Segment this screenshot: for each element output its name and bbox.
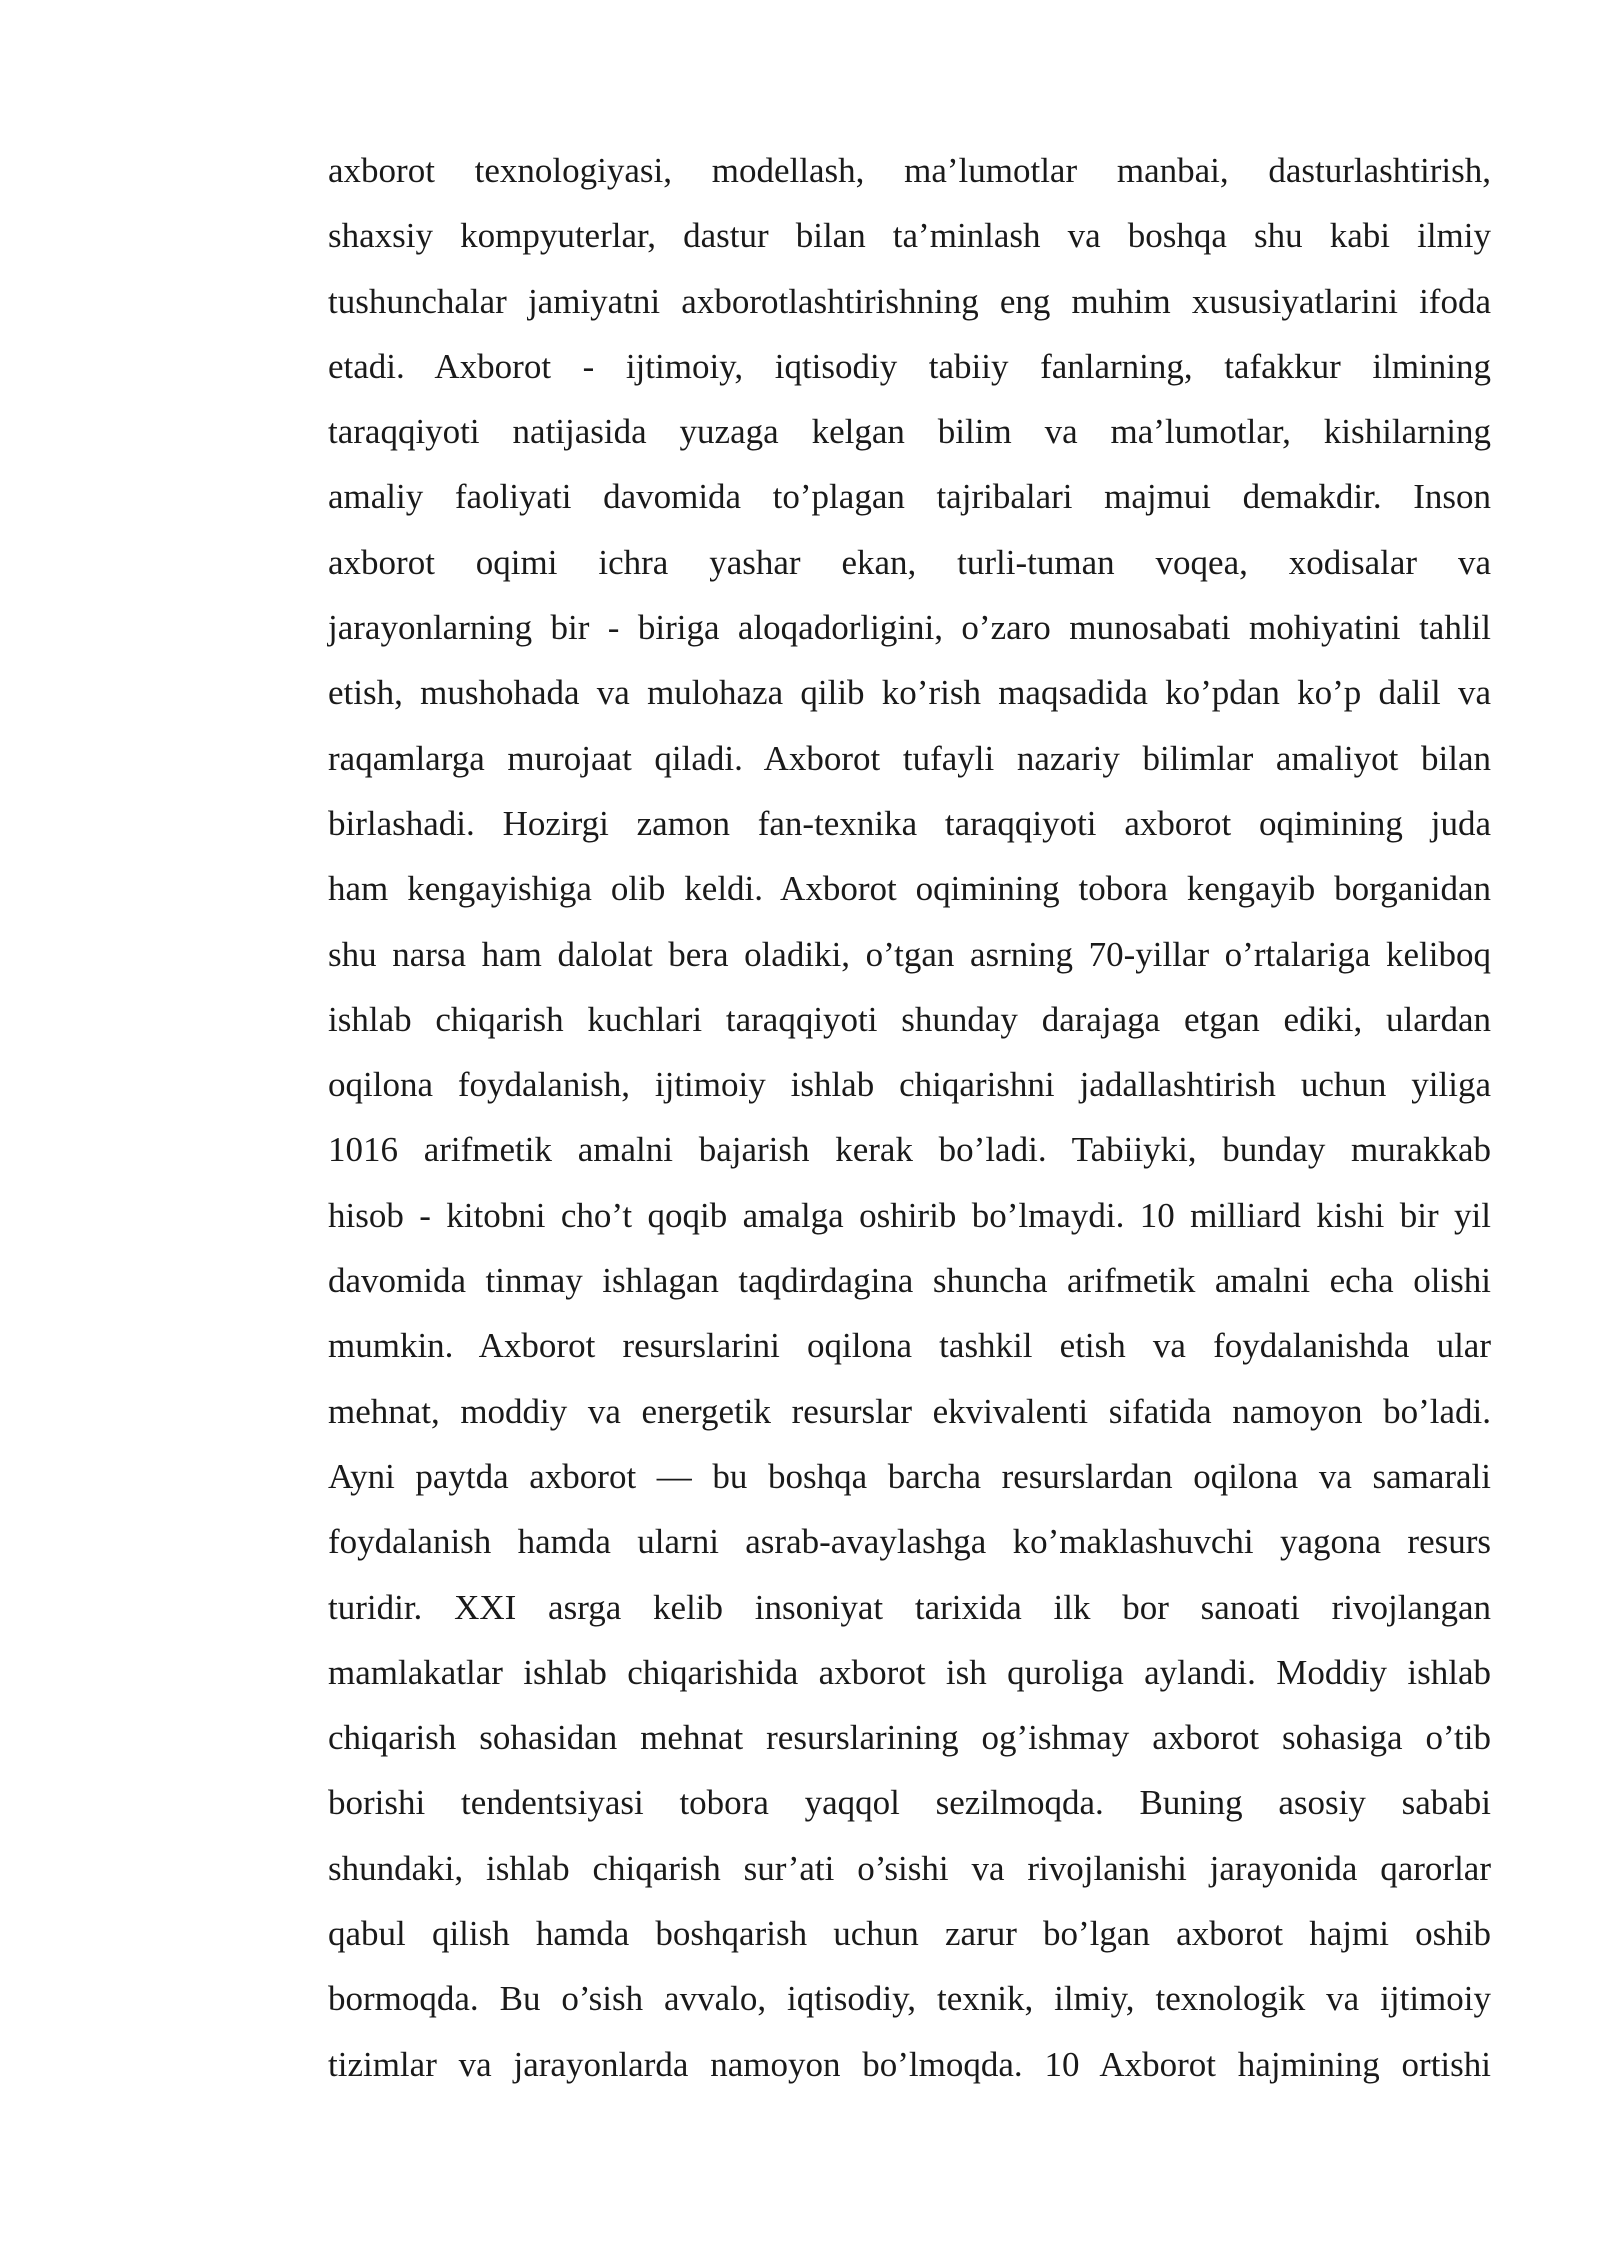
text-line: borishi tendentsiyasi tobora yaqqol sezilmoqda. Buning asosiy sababi xyxy=(328,1783,1491,1823)
text-line: hisob - kitobni cho’t qoqib amalga oshirib bo’lmaydi. 10 milliard kishi bir yil xyxy=(328,1195,1491,1235)
text-line: 1016 arifmetik amalni bajarish kerak bo’ladi. Tabiiyki, bunday murakkab xyxy=(328,1130,1491,1170)
text-line: jarayonlarning bir - biriga aloqadorligini, o’zaro munosabati mohiyatini tahlil xyxy=(328,608,1491,648)
text-line: tizimlar va jarayonlarda namoyon bo’lmoqda. 10 Axborot hajmining ortishi xyxy=(328,2044,1491,2084)
text-line: foydalanish hamda ularni asrab-avaylashga ko’maklashuvchi yagona resurs xyxy=(328,1522,1491,1562)
text-line: shaxsiy kompyuterlar, dastur bilan ta’minlash va boshqa shu kabi ilmiy xyxy=(328,216,1491,256)
text-line: axborot oqimi ichra yashar ekan, turli-tuman voqea, xodisalar va xyxy=(328,542,1491,582)
text-line: raqamlarga murojaat qiladi. Axborot tufayli nazariy bilimlar amaliyot bilan xyxy=(328,738,1491,778)
text-line: axborot texnologiyasi, modellash, ma’lumotlar manbai, dasturlashtirish, xyxy=(328,151,1491,190)
text-line: chiqarish sohasidan mehnat resurslarining og’ishmay axborot sohasiga o’tib xyxy=(328,1718,1491,1758)
text-line: shu narsa ham dalolat bera oladiki, o’tgan asrning 70-yillar o’rtalariga keliboq xyxy=(328,934,1491,974)
text-line: davomida tinmay ishlagan taqdirdagina shuncha arifmetik amalni echa olishi xyxy=(328,1261,1491,1301)
text-line: taraqqiyoti natijasida yuzaga kelgan bilim va ma’lumotlar, kishilarning xyxy=(328,412,1491,452)
text-line: birlashadi. Hozirgi zamon fan-texnika taraqqiyoti axborot oqimining juda xyxy=(328,803,1491,843)
text-line: tushunchalar jamiyatni axborotlashtirishning eng muhim xususiyatlarini ifoda xyxy=(328,281,1491,321)
text-line: qabul qilish hamda boshqarish uchun zarur bo’lgan axborot hajmi oshib xyxy=(328,1914,1491,1954)
text-line: etish, mushohada va mulohaza qilib ko’rish maqsadida ko’pdan ko’p dalil va xyxy=(328,673,1491,713)
text-line: mamlakatlar ishlab chiqarishida axborot ish quroliga aylandi. Moddiy ishlab xyxy=(328,1652,1491,1692)
text-line: turidir. XXI asrga kelib insoniyat tarixida ilk bor sanoati rivojlangan xyxy=(328,1587,1491,1627)
body-text xyxy=(328,146,1491,2105)
text-line: mehnat, moddiy va energetik resurslar ekvivalenti sifatida namoyon bo’ladi. xyxy=(328,1391,1491,1431)
text-line: Ayni paytda axborot — bu boshqa barcha resurslardan oqilona va samarali xyxy=(328,1456,1491,1496)
text-line: ishlab chiqarish kuchlari taraqqiyoti shunday darajaga etgan ediki, ulardan xyxy=(328,999,1491,1039)
text-line: etadi. Axborot - ijtimoiy, iqtisodiy tabiiy fanlarning, tafakkur ilmining xyxy=(328,346,1491,386)
text-line: bormoqda. Bu o’sish avvalo, iqtisodiy, texnik, ilmiy, texnologik va ijtimoiy xyxy=(328,1979,1491,2019)
text-line: oqilona foydalanish, ijtimoiy ishlab chiqarishni jadallashtirish uchun yiliga xyxy=(328,1065,1491,1105)
text-line: shundaki, ishlab chiqarish sur’ati o’sishi va rivojlanishi jarayonida qarorlar xyxy=(328,1848,1491,1888)
text-line: amaliy faoliyati davomida to’plagan tajribalari majmui demakdir. Inson xyxy=(328,477,1491,517)
text-line: ham kengayishiga olib keldi. Axborot oqimining tobora kengayib borganidan xyxy=(328,869,1491,909)
text-line: mumkin. Axborot resurslarini oqilona tashkil etish va foydalanishda ular xyxy=(328,1326,1491,1366)
